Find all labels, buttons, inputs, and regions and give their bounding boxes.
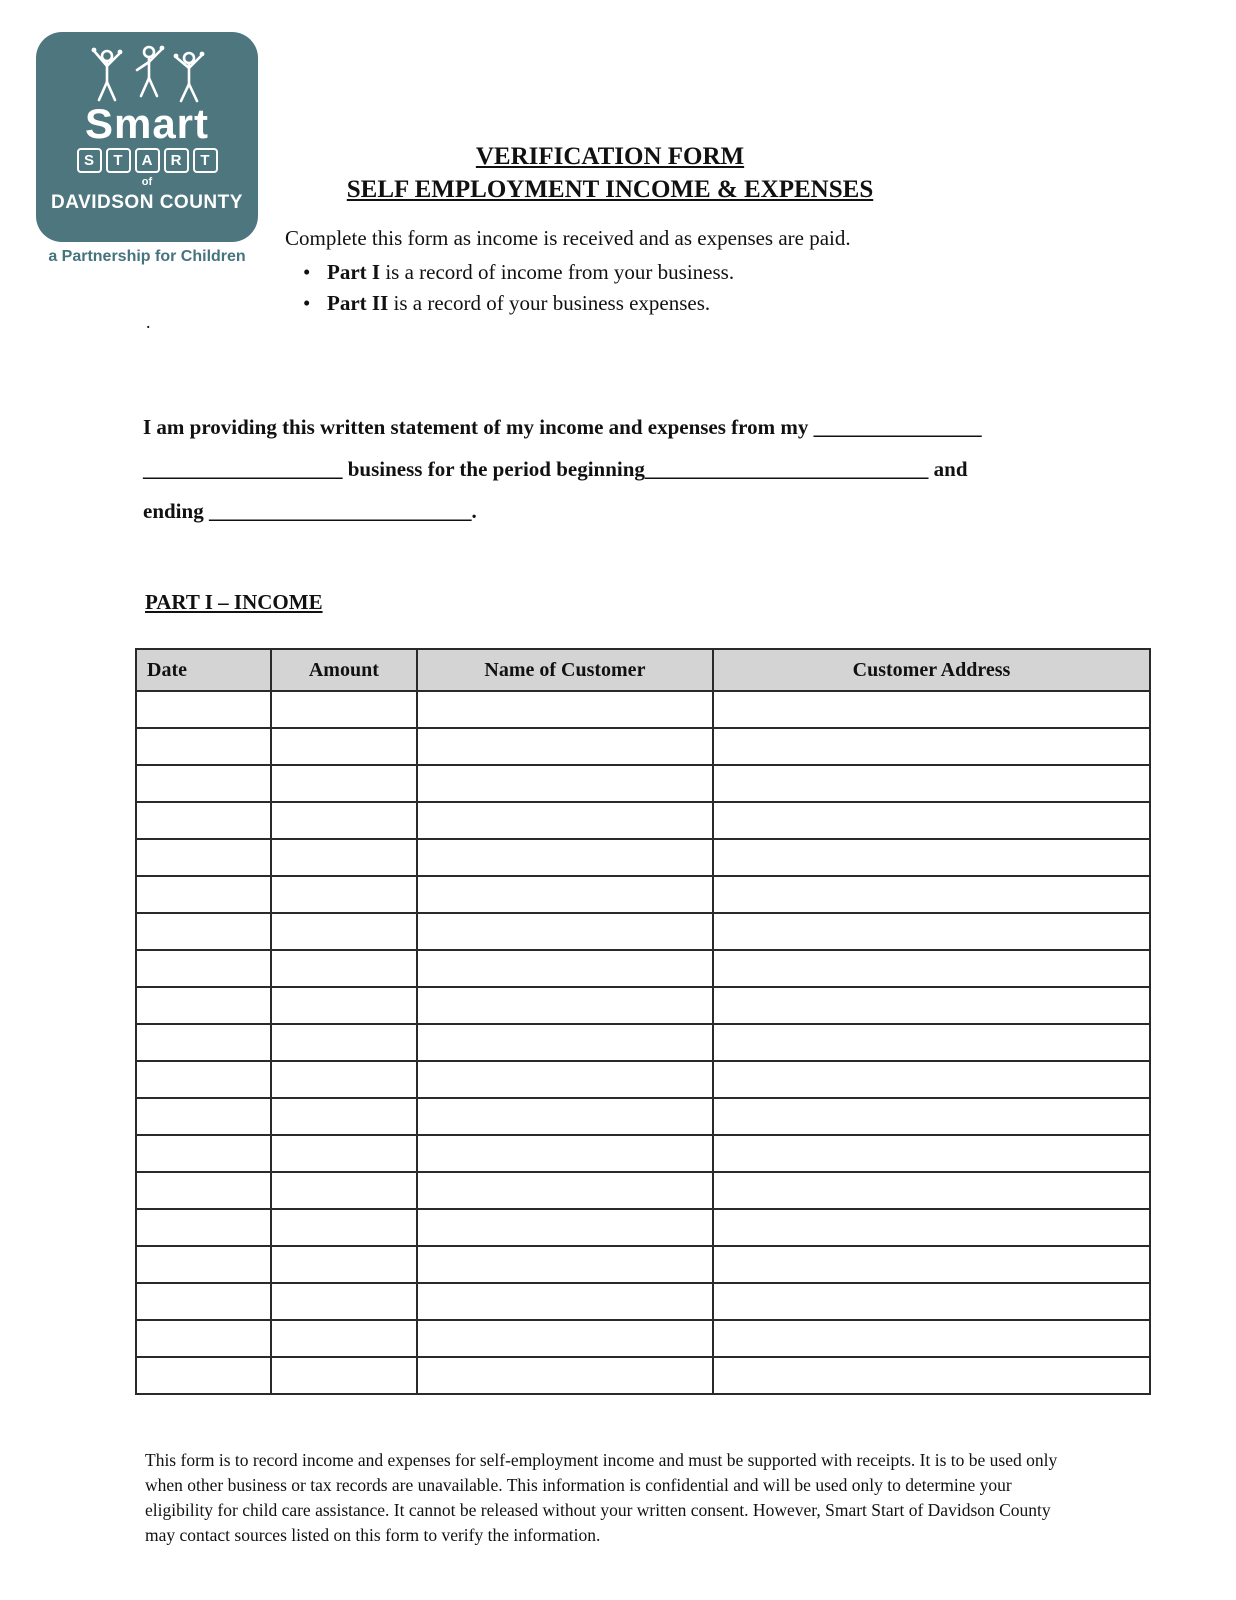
table-cell [271,987,417,1024]
table-cell [271,876,417,913]
income-table-body [136,691,1150,1394]
table-row [136,950,1150,987]
table-row [136,1135,1150,1172]
table-cell [417,1024,713,1061]
logo-block-letter: R [164,148,189,173]
logo-block-letter: S [77,148,102,173]
table-cell [271,839,417,876]
table-cell [417,765,713,802]
table-cell [136,839,271,876]
table-cell [136,1024,271,1061]
table-row [136,765,1150,802]
table-row [136,1024,1150,1061]
stray-period: . [146,312,151,332]
table-cell [271,950,417,987]
table-cell [136,691,271,728]
form-title-line1: VERIFICATION FORM [475,143,745,170]
table-cell [136,950,271,987]
intro-text: Complete this form as income is received and as expenses are paid. [285,226,851,250]
column-header-date: Date [136,649,271,691]
table-row [136,913,1150,950]
table-cell [271,1098,417,1135]
table-cell [271,1320,417,1357]
table-cell [713,1098,1150,1135]
table-cell [713,876,1150,913]
logo-block-letter: A [135,148,160,173]
logo-brand-text: Smart [84,100,210,147]
table-cell [271,1024,417,1061]
bullet-item-part2 [285,288,935,319]
table-cell [417,1357,713,1394]
table-cell [417,1209,713,1246]
bullet-text: Part II is a record of your business expenses. [327,291,711,315]
logo-start-blocks [77,148,218,173]
table-cell [713,1172,1150,1209]
table-row [136,1283,1150,1320]
table-row [136,876,1150,913]
bullet-text: Part I is a record of income from your business. [327,260,735,284]
table-cell [417,1246,713,1283]
table-cell [713,728,1150,765]
table-cell [271,1061,417,1098]
table-cell [136,728,271,765]
table-cell [417,1283,713,1320]
table-row [136,1246,1150,1283]
table-cell [417,728,713,765]
table-cell [417,1061,713,1098]
table-cell [713,802,1150,839]
logo-county-text: DAVIDSON COUNTY [51,192,243,213]
table-cell [136,913,271,950]
table-cell [713,839,1150,876]
table-row [136,839,1150,876]
statement-paragraph [143,406,1143,532]
footer-note: This form is to record income and expenses for self-employment income and must be supported with receipts. It is to be used only when other business or tax records are unavailable. This information is confidential and will be used only to determine your eligibility for child care assistance. It cannot be released without your written consent. However, Smart Start of Davidson County may contact sources listed on this form to verify the information. [145,1450,1058,1545]
table-cell [136,987,271,1024]
table-cell [136,1098,271,1135]
table-cell [136,1320,271,1357]
logo-of-text: of [141,176,153,188]
table-cell [271,1172,417,1209]
column-header-address: Customer Address [713,649,1150,691]
table-cell [417,802,713,839]
logo-block-letter: T [106,148,131,173]
table-cell [417,950,713,987]
table-cell [417,876,713,913]
table-cell [713,765,1150,802]
table-row [136,1098,1150,1135]
table-header-row [136,649,1150,691]
table-cell [271,1283,417,1320]
table-cell [271,1357,417,1394]
table-cell [271,691,417,728]
table-cell [136,802,271,839]
table-cell [271,802,417,839]
table-row [136,987,1150,1024]
column-header-amount: Amount [271,649,417,691]
table-cell [136,1135,271,1172]
table-row [136,1357,1150,1394]
table-cell [136,1172,271,1209]
table-cell [136,1283,271,1320]
table-cell [136,765,271,802]
table-cell [271,1135,417,1172]
table-cell [713,913,1150,950]
table-row [136,1172,1150,1209]
table-row [136,1209,1150,1246]
statement-line2: ___________________ business for the period beginning___________________________ and [143,457,968,481]
table-cell [713,1246,1150,1283]
table-cell [136,1209,271,1246]
table-cell [136,1357,271,1394]
table-row [136,1320,1150,1357]
table-cell [417,1172,713,1209]
table-cell [713,1320,1150,1357]
table-cell [271,913,417,950]
logo-block-letter: T [193,148,218,173]
table-cell [271,1246,417,1283]
bullet-icon: • [303,260,311,284]
intro-bullet-list [285,257,935,319]
logo-tagline: a Partnership for Children [48,248,246,265]
table-cell [713,1283,1150,1320]
table-cell [417,1098,713,1135]
table-cell [713,950,1150,987]
header-block [285,140,935,319]
table-row [136,802,1150,839]
table-cell [136,1061,271,1098]
table-cell [713,1135,1150,1172]
table-row [136,1061,1150,1098]
table-row [136,728,1150,765]
form-title-line2: SELF EMPLOYMENT INCOME & EXPENSES [346,176,874,203]
table-cell [713,1061,1150,1098]
table-cell [713,691,1150,728]
table-cell [417,839,713,876]
table-cell [417,1135,713,1172]
table-cell [713,1024,1150,1061]
table-cell [713,1357,1150,1394]
smart-start-logo [36,32,258,242]
table-cell [271,765,417,802]
table-cell [417,913,713,950]
table-cell [271,1209,417,1246]
bullet-icon: • [303,291,311,315]
table-row [136,691,1150,728]
table-cell [417,987,713,1024]
table-cell [271,728,417,765]
table-cell [713,1209,1150,1246]
table-cell [417,1320,713,1357]
table-cell [136,876,271,913]
statement-line1: I am providing this written statement of my income and expenses from my ________________ [143,415,982,439]
table-cell [136,1246,271,1283]
table-cell [713,987,1150,1024]
table-cell [417,691,713,728]
statement-line3: ending _________________________. [143,499,477,523]
part1-heading: PART I – INCOME [145,590,323,614]
income-table [135,648,1151,1395]
column-header-name: Name of Customer [417,649,713,691]
bullet-item-part1 [285,257,935,288]
